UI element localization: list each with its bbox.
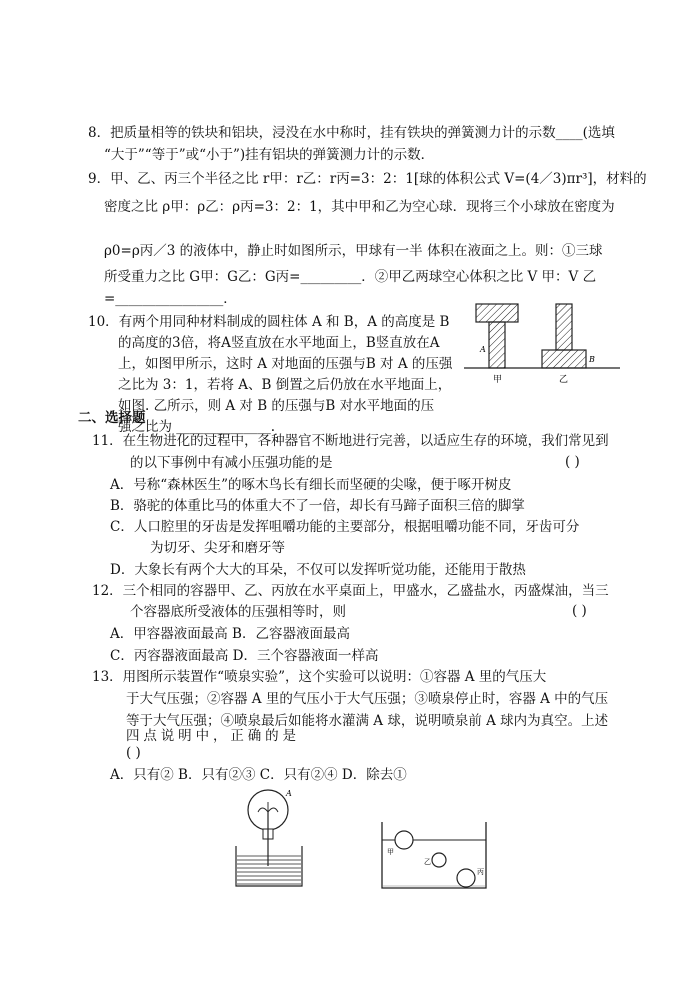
q10-line-5: 如图. 乙所示，则 A 对 B 的压强与B 对水平地面的压 bbox=[118, 398, 435, 414]
q13-options: A．只有② B．只有②③ C．只有②④ D．除去① bbox=[110, 767, 407, 783]
q10-line-2: 的高度的3倍，将A竖直放在水平地面上，B竖直放在A bbox=[118, 335, 440, 351]
q10-line-6: 强之比为 ______________. bbox=[118, 419, 276, 435]
q9-line-5: =________________． bbox=[104, 291, 237, 307]
ball-bing bbox=[457, 869, 475, 887]
q13-line-4: 四 点 说 明 中 ， 正 确 的 是 bbox=[126, 728, 296, 744]
q12-options-cd: C．丙容器液面最高 D．三个容器液面一样高 bbox=[110, 648, 379, 664]
q8-line-2: “大于”“等于”或“小于”)挂有铝块的弹簧测力计的示数． bbox=[104, 147, 435, 163]
q10-line-3: 上，如图甲所示，这时 A 对地面的压强与B 对 A 的压强 bbox=[118, 356, 453, 372]
q9-line-2: 密度之比 ρ甲：ρ乙：ρ丙=3：2：1，其中甲和乙为空心球．现将三个小球放在密度为 bbox=[104, 199, 615, 215]
ball-yi bbox=[432, 853, 446, 867]
fig-jia-cylinder-a bbox=[489, 322, 505, 368]
q11-option-c-2: 为切牙、尖牙和磨牙等 bbox=[150, 540, 285, 556]
fountain-figure bbox=[228, 786, 310, 890]
ball-bing-label: 丙 bbox=[477, 868, 484, 876]
q11-option-a: A．号称“森林医生”的啄木鸟长有细长而坚硬的尖喙，便于啄开树皮 bbox=[110, 477, 512, 493]
q12-answer-paren: ( ) bbox=[572, 603, 587, 619]
q10-line-4: 之比为 3：1，若将 A、B 倒置之后仍放在水平地面上， bbox=[118, 377, 452, 393]
fig-label-a-jia: A bbox=[480, 345, 486, 354]
q11-line-1: 11．在生物进化的过程中，各种器官不断地进行完善，以适应生存的环境，我们常见到 bbox=[92, 433, 609, 449]
q10-line-1: 10．有两个用同种材料制成的圆柱体 A 和 B，A 的高度是 B bbox=[88, 314, 450, 330]
ball-jia-label: 甲 bbox=[387, 848, 394, 856]
section-heading-choice: 二、选择题 bbox=[78, 410, 146, 426]
q11-option-d: D．大象长有两个大大的耳朵，不仅可以发挥听觉功能，还能用于散热 bbox=[110, 562, 526, 578]
q10-cylinder-figure bbox=[462, 296, 622, 388]
q13-line-1: 13．用图所示装置作“喷泉实验”，这个实验可以说明：①容器 A 里的气压大 bbox=[92, 669, 547, 685]
fig-yi-cylinder-a bbox=[556, 304, 572, 350]
fig-label-jia: 甲 bbox=[493, 375, 503, 385]
q9-line-4: 所受重力之比 G甲：G乙：G丙=_________．②甲乙两球空心体积之比 V 甲：V 乙 bbox=[104, 269, 597, 285]
q8-line-1: 8．把质量相等的铁块和铝块，浸没在水中称时，挂有铁块的弹簧测力计的示数____(选填 bbox=[88, 125, 615, 141]
q12-line-1: 12．三个相同的容器甲、乙、丙放在水平桌面上，甲盛水，乙盛盐水，丙盛煤油，当三 bbox=[92, 583, 609, 599]
beaker-water bbox=[237, 856, 301, 884]
q13-line-3: 等于大气压强；④喷泉最后如能将水灌满 A 球，说明喷泉前 A 球内为真空。上述 bbox=[126, 713, 609, 729]
q13-line-2: 于大气压强；②容器 A 里的气压小于大气压强；③喷泉停止时，容器 A 中的气压 bbox=[126, 691, 609, 707]
q13-answer-paren: ( ) bbox=[126, 745, 141, 761]
q12-line-2: 个容器底所受液体的压强相等时，则 bbox=[130, 604, 346, 620]
q11-option-c-1: C．人口腔里的牙齿是发挥咀嚼功能的主要部分，根据咀嚼功能不同，牙齿可分 bbox=[110, 519, 580, 535]
ball-jia bbox=[395, 831, 413, 849]
fig-label-yi: 乙 bbox=[559, 375, 569, 385]
q11-answer-paren: ( ) bbox=[565, 454, 580, 470]
q9-line-1: 9．甲、乙、丙三个半径之比 r甲：r乙：r丙=3：2：1[球的体积公式 V=(4／3)πr³]，材料的 bbox=[88, 171, 647, 187]
q9-line-3: ρ0=ρ丙／3 的液体中，静止时如图所示，甲球有一半 体积在液面之上。则：①三球 bbox=[104, 243, 603, 259]
fig-yi-cylinder-b bbox=[542, 350, 586, 368]
fig-label-flask-a: A bbox=[286, 789, 292, 798]
ball-yi-label: 乙 bbox=[424, 858, 431, 866]
q11-option-b: B．骆驼的体重比马的体重大不了一倍，却长有马蹄子面积三倍的脚掌 bbox=[110, 498, 525, 514]
fig-label-b-yi: B bbox=[589, 355, 595, 364]
fig-jia-cylinder-b bbox=[476, 304, 518, 322]
q11-line-2: 的以下事例中有减小压强功能的是 bbox=[130, 455, 333, 471]
three-balls-figure bbox=[378, 820, 490, 892]
q12-options-ab: A．甲容器液面最高 B．乙容器液面最高 bbox=[110, 626, 350, 642]
